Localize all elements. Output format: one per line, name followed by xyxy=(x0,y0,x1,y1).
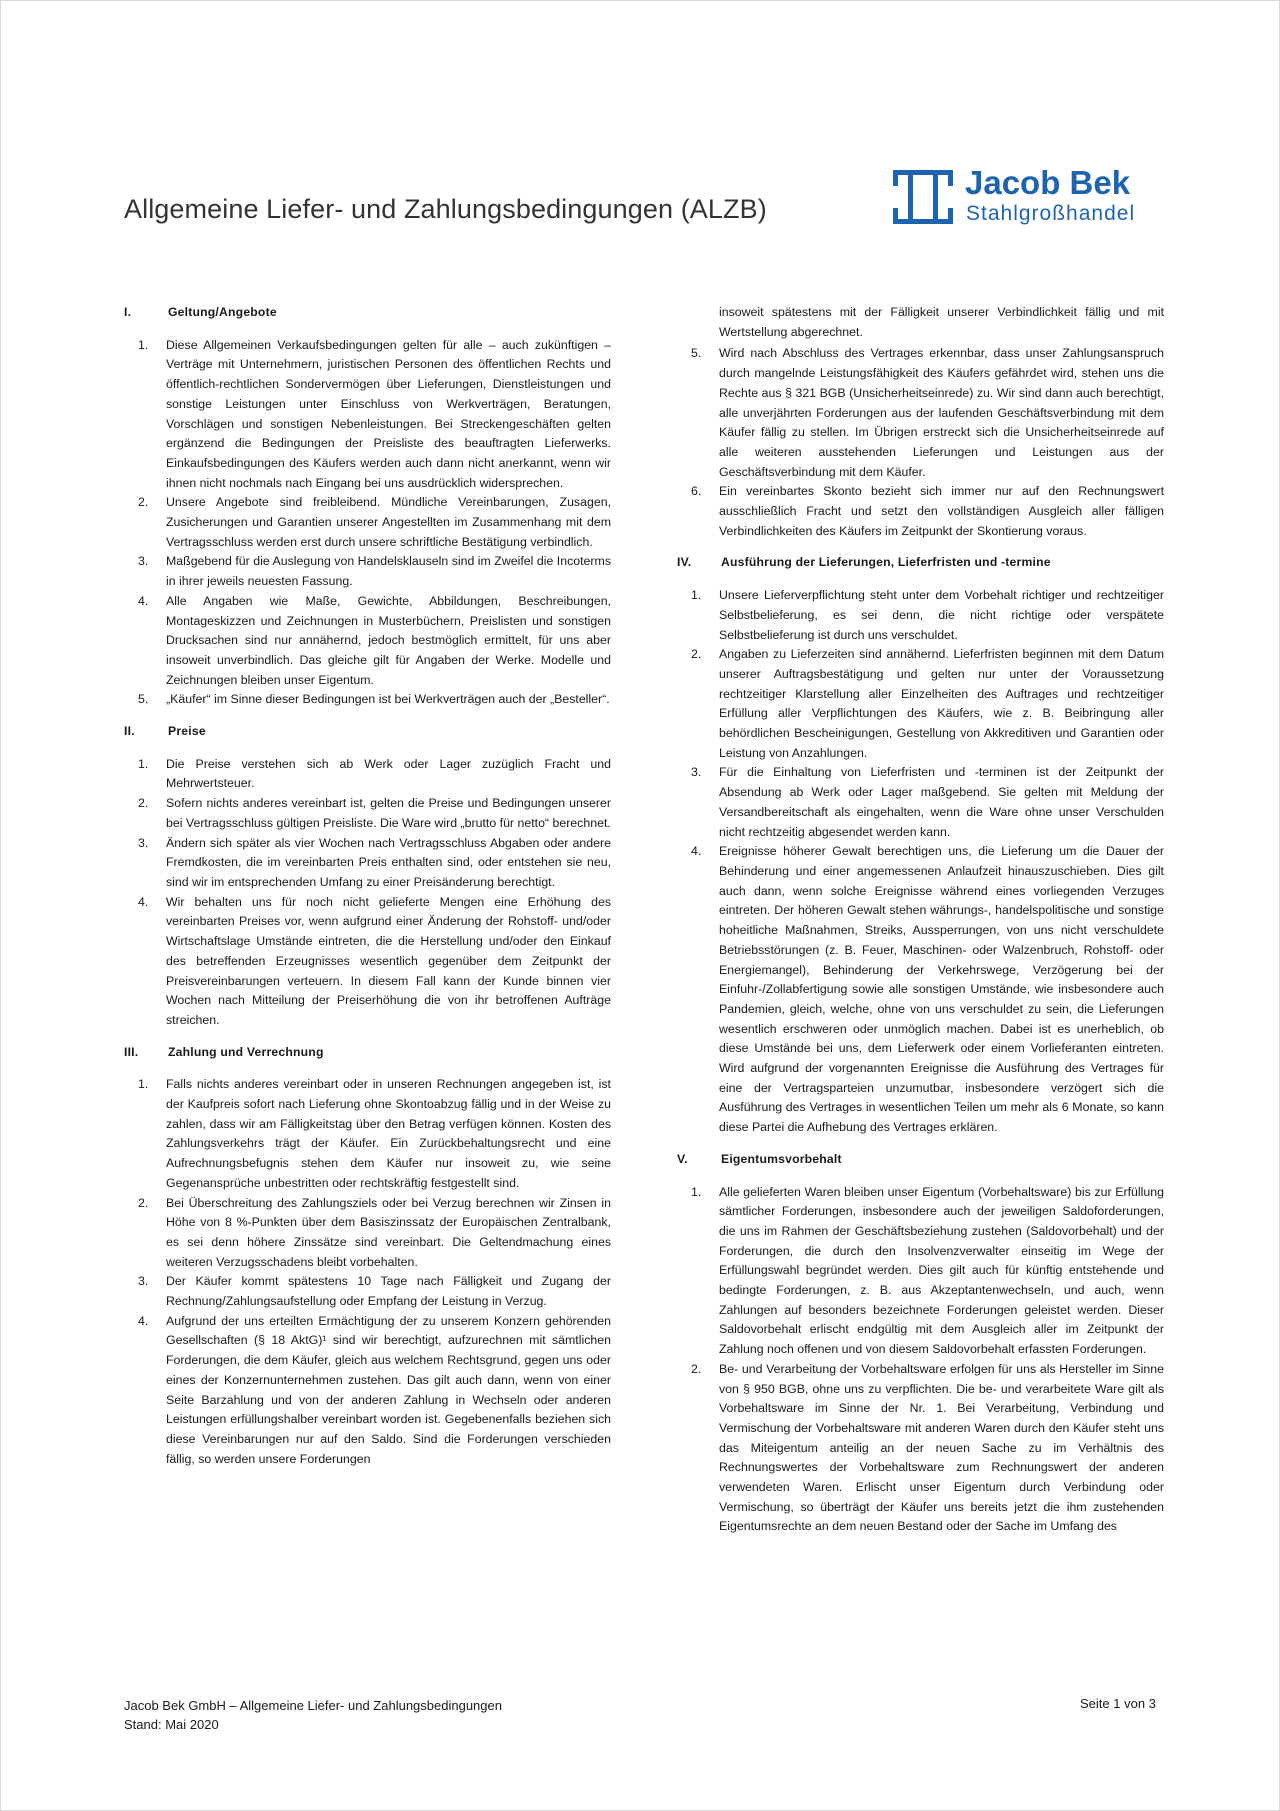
item-text: Alle gelieferten Waren bleiben unser Eigentum (Vorbehaltsware) bis zur Erfüllung sämtlicher Forderungen, insbesondere auch der jeweiligen Saldoforderungen, die uns im Rahmen der Geschäftsbeziehung zustehen (Saldovorbehalt) und der Forderungen, die durch den Insolvenzverwalter einseitig im Wege der Erfüllungswahl begründet werden. Dies gilt auch für künftig entstehende und bedingte Forderungen, z. B. aus Akzeptantenwechseln, und auch, wenn Zahlungen auf besonders bezeichnete Forderungen geleistet werden. Dieser Saldovorbehalt erlischt endgültig mit dem Ausgleich aller im Zeitpunkt der Zahlung noch offenen und von diesem Saldovorbehalt erfassten Forderungen. xyxy=(719,1184,1164,1357)
section-title: Preise xyxy=(168,724,206,739)
section-heading xyxy=(677,553,1164,573)
item-number: 1. xyxy=(691,1184,702,1199)
list-item xyxy=(677,763,1164,842)
list-item xyxy=(124,1312,611,1470)
list-item xyxy=(124,493,611,552)
item-number: 6. xyxy=(691,484,702,499)
logo-company-subtitle: Stahlgroßhandel xyxy=(966,202,1136,225)
list-item xyxy=(124,552,611,591)
logo-company-name: Jacob Bek xyxy=(965,164,1131,201)
item-number: 4. xyxy=(138,1313,149,1328)
logo-mark-icon xyxy=(893,170,953,224)
left-column xyxy=(124,303,611,1481)
section-title: Eigentumsvorbehalt xyxy=(721,1151,842,1166)
company-logo xyxy=(893,164,1153,226)
section-eigentumsvorbehalt xyxy=(677,1150,1164,1537)
list-item xyxy=(124,755,611,794)
item-number: 3. xyxy=(138,1274,149,1289)
section-preise xyxy=(124,722,611,1031)
page-number: Seite 1 von 3 xyxy=(1080,1696,1156,1711)
item-text: Ändern sich später als vier Wochen nach Vertragsschluss Abgaben oder andere Fremdkosten, die im vereinbarten Preis enthalten sind, oder entstehen sie neu, sind wir im entsprechenden Umfang zu einer Preisänderung berechtigt. xyxy=(166,835,611,889)
item-number: 3. xyxy=(691,765,702,780)
item-text: Bei Überschreitung des Zahlungsziels oder bei Verzug berechnen wir Zinsen in Höhe von 8 %-Punkten über dem Basiszinssatz der Europäischen Zentralbank, es sei denn höhere Zinssätze sind vereinbart. Die Geltendmachung eines weiteren Verzugsschadens bleibt vorbehalten. xyxy=(166,1195,611,1269)
section-title: Ausführung der Lieferungen, Lieferfristen und -termine xyxy=(721,555,1051,570)
item-number: 1. xyxy=(138,1077,149,1092)
item-number: 5. xyxy=(691,346,702,361)
item-number: 3. xyxy=(138,554,149,569)
footer-company-line: Jacob Bek GmbH – Allgemeine Liefer- und Zahlungsbedingungen xyxy=(124,1698,502,1713)
item-number: 4. xyxy=(138,593,149,608)
item-number: 4. xyxy=(138,894,149,909)
list-item xyxy=(124,834,611,893)
section-number: V. xyxy=(677,1151,688,1166)
item-text: Für die Einhaltung von Lieferfristen und -terminen ist der Zeitpunkt der Absendung ab Werk oder Lager maßgebend. Sie gelten mit Meldung der Versandbereitschaft als eingehalten, wenn die Ware ohne unser Verschulden nicht rechtzeitig abgesendet werden kann. xyxy=(719,765,1164,839)
continuation-text: insoweit spätestens mit der Fälligkeit unserer Verbindlichkeit fällig und mit Wertstellung abgerechnet. xyxy=(719,305,1164,339)
section-title: Geltung/Angebote xyxy=(168,305,277,319)
item-text: Der Käufer kommt spätestens 10 Tage nach Fälligkeit und Zugang der Rechnung/Zahlungsaufstellung oder Empfang der Leistung in Verzug. xyxy=(166,1274,611,1309)
document-title: Allgemeine Liefer- und Zahlungsbedingungen (ALZB) xyxy=(124,194,767,224)
section-zahlung-continued xyxy=(677,344,1164,541)
item-text: Maßgebend für die Auslegung von Handelsklauseln sind im Zweifel die Incoterms in ihrer jeweils neuesten Fassung. xyxy=(166,554,611,589)
section-heading xyxy=(124,303,611,323)
item-number: 2. xyxy=(138,796,149,811)
section-number: IV. xyxy=(677,555,692,570)
item-text: Aufgrund der uns erteilten Ermächtigung der zu unserem Konzern gehörenden Gesellschaften (§ 18 AktG)¹ sind wir berechtigt, aufzurechnen mit sämtlichen Forderungen, die dem Käufer, gleich aus welchem Rechtsgrund, gegen uns oder eines der Konzernunternehmen zustehen. Das gilt auch dann, wenn von einer Seite Barzahlung und von der anderen Zahlung in Wechseln oder anderen Leistungen erfüllungshalber vereinbart worden ist. Gegebenenfalls beziehen sich diese Vereinbarungen nur auf den Saldo. Sind die Forderungen verschieden fällig, so werden unsere Forderungen xyxy=(166,1313,611,1466)
item-text: Alle Angaben wie Maße, Gewichte, Abbildungen, Beschreibungen, Montageskizzen und Zeichnungen in Musterbüchern, Preislisten und sonstigen Drucksachen sind nur annähernd, jedoch bestmöglich ermittelt, für uns aber insoweit unverbindlich. Das gleiche gilt für Angaben der Werke. Modelle und Zeichnungen bleiben unser Eigentum. xyxy=(166,593,611,687)
list-item xyxy=(124,1194,611,1273)
list-item xyxy=(677,344,1164,482)
item-text: Ereignisse höherer Gewalt berechtigen uns, die Lieferung um die Dauer der Behinderung und einer angemessenen Anlaufzeit hinauszuschieben. Dies gilt auch dann, wenn solche Ereignisse während eines vorliegenden Verzuges eintreten. Der höheren Gewalt stehen währungs-, handelspolitische und sonstige hoheitliche Maßnahmen, Streiks, Aussperrungen, von uns nicht verschuldete Betriebsstörungen (z. B. Feuer, Maschinen- oder Walzenbruch, Rohstoff- oder Energiemangel), Behinderung der Verkehrswege, Verzögerung bei der Einfuhr-/Zollabfertigung sowie alle sonstigen Umstände, wie insbesondere auch Pandemien, gleich, welche, ohne von uns verschuldet zu sein, die Lieferungen wesentlich erschweren oder unmöglich machen. Dabei ist es unerheblich, ob diese Umstände bei uns, dem Lieferwerk oder einem Vorlieferanten eintreten. Wird aufgrund der vorgenannten Ereignisse die Ausführung des Vertrages für eine der Vertragsparteien unzumutbar, insbesondere verzögert sich die Ausführung des Vertrages in wesentlichen Teilen um mehr als 6 Monate, so kann diese Partei die Aufhebung des Vertrages erklären. xyxy=(719,844,1164,1135)
item-text: Sofern nichts anderes vereinbart ist, gelten die Preise und Bedingungen unserer bei Vertragsschluss gültigen Preisliste. Die Ware wird „brutto für netto“ berechnet. xyxy=(166,796,611,830)
item-number: 5. xyxy=(138,692,149,707)
list-item xyxy=(677,842,1164,1138)
right-column xyxy=(677,303,1164,1549)
footer-date-line: Stand: Mai 2020 xyxy=(124,1717,219,1732)
item-text: Diese Allgemeinen Verkaufsbedingungen gelten für alle – auch zukünftigen – Verträge mit Unternehmern, juristischen Personen des öffentlichen Rechts und öffentlich-rechtlichen Sondervermögen über Lieferungen, Dienstleistungen und sonstige Leistungen unter Einschluss von Werkverträgen, Beratungen, Vorschlägen und sonstigen Nebenleistungen. Bei Streckengeschäften gelten ergänzend die Bedingungen der Preisliste des beauftragten Lieferwerks. Einkaufsbedingungen des Käufers werden auch dann nicht anerkannt, wenn wir ihnen nicht nochmals nach Eingang bei uns ausdrücklich widersprechen. xyxy=(166,337,611,490)
list-item xyxy=(124,336,611,494)
item-text: Be- und Verarbeitung der Vorbehaltsware erfolgen für uns als Hersteller im Sinne von § 950 BGB, ohne uns zu verpflichten. Die be- und verarbeitete Ware gilt als Vorbehaltsware im Sinne der Nr. 1. Bei Verarbeitung, Verbindung und Vermischung der Vorbehaltsware mit anderen Waren durch den Käufer steht uns das Miteigentum anteilig an der neuen Sache zu im Verhältnis des Rechnungswertes der Vorbehaltsware zum Rechnungswert der anderen verwendeten Waren. Erlischt unser Eigentum durch Verbindung oder Vermischung, so überträgt der Käufer uns bereits jetzt die ihm zustehenden Eigentumsrechte an dem neuen Bestand oder der Sache im Umfang des xyxy=(719,1361,1164,1534)
section-heading xyxy=(677,1150,1164,1170)
section-geltung xyxy=(124,303,611,710)
item-number: 2. xyxy=(691,647,702,662)
section-heading xyxy=(124,1043,611,1063)
section-title: Zahlung und Verrechnung xyxy=(168,1044,324,1059)
section-number: II. xyxy=(124,724,135,739)
item-text: Unsere Angebote sind freibleibend. Mündliche Vereinbarungen, Zusagen, Zusicherungen und Garantien unserer Angestellten im Zusammenhang mit dem Vertragsschluss werden erst durch unsere schriftliche Bestätigung verbindlich. xyxy=(166,495,611,549)
footer xyxy=(124,1696,502,1734)
item-text: „Käufer“ im Sinne dieser Bedingungen ist bei Werkverträgen auch der „Besteller“. xyxy=(166,692,610,707)
item-number: 4. xyxy=(691,844,702,859)
item-number: 1. xyxy=(138,756,149,771)
section-heading xyxy=(124,722,611,742)
list-item xyxy=(124,592,611,691)
list-item xyxy=(124,794,611,833)
section-zahlung xyxy=(124,1043,611,1470)
list-item xyxy=(677,1360,1164,1537)
item-number: 1. xyxy=(691,588,702,603)
item-number: 2. xyxy=(138,1195,149,1210)
list-item xyxy=(677,645,1164,763)
item-text: Falls nichts anderes vereinbart oder in unseren Rechnungen angegeben ist, ist der Kaufpreis sofort nach Lieferung ohne Skontoabzug fällig und in der Weise zu zahlen, dass wir am Fälligkeitstag über den Betrag verfügen können. Kosten des Zahlungsverkehrs trägt der Käufer. Ein Zurückbehaltungsrecht und eine Aufrechnungsbefugnis stehen dem Käufer nur insoweit zu, wie seine Gegenansprüche unbestritten oder rechtskräftig festgestellt sind. xyxy=(166,1077,611,1190)
item-text: Die Preise verstehen sich ab Werk oder Lager zuzüglich Fracht und Mehrwertsteuer. xyxy=(166,756,611,791)
item-text: Ein vereinbartes Skonto bezieht sich immer nur auf den Rechnungswert ausschließlich Fracht und setzt den vollständigen Ausgleich aller fälligen Verbindlichkeiten des Käufers im Zeitpunkt der Skontierung voraus. xyxy=(719,484,1164,538)
list-item xyxy=(124,1075,611,1193)
list-item xyxy=(677,586,1164,645)
item-text: Wir behalten uns für noch nicht gelieferte Mengen eine Erhöhung des vereinbarten Preises vor, wenn aufgrund einer Änderung der Rohstoff- und/oder Wirtschaftslage Umstände eintreten, die die Herstellung und/oder den Einkauf des betreffenden Erzeugnisses wesentlich gegenüber dem Zeitpunkt der Preisvereinbarungen verteuern. In diesem Fall kann der Kunde binnen vier Wochen nach Mitteilung der Preiserhöhung die von ihr betroffenen Aufträge streichen. xyxy=(166,894,611,1027)
list-item xyxy=(677,482,1164,541)
item-number: 1. xyxy=(138,337,149,352)
list-item xyxy=(124,893,611,1031)
list-item xyxy=(677,1183,1164,1360)
list-item xyxy=(124,690,611,710)
list-item xyxy=(124,1272,611,1311)
item-text: Wird nach Abschluss des Vertrages erkennbar, dass unser Zahlungsanspruch durch mangelnde Leistungsfähigkeit des Käufers gefährdet wird, stehen uns die Rechte aus § 321 BGB (Unsicherheitseinrede) zu. Wir sind dann auch berechtigt, alle unverjährten Forderungen aus der laufenden Geschäftsverbindung mit dem Käufer fällig zu stellen. Im Übrigen erstreckt sich die Unsicherheitseinrede auf alle weiteren ausstehenden Lieferungen und Leistungen aus der Geschäftsverbindung mit dem Käufer. xyxy=(719,346,1164,479)
item-text: Unsere Lieferverpflichtung steht unter dem Vorbehalt richtiger und rechtzeitiger Selbstbelieferung, es sei denn, die nicht richtige oder verspätete Selbstbelieferung ist durch uns verschuldet. xyxy=(719,588,1164,642)
item-text: Angaben zu Lieferzeiten sind annähernd. Lieferfristen beginnen mit dem Datum unserer Auftragsbestätigung und gelten nur unter der Voraussetzung rechtzeitiger Klarstellung aller Einzelheiten des Auftrages und rechtzeitiger Erfüllung aller Verpflichtungen des Käufers, wie z. B. Beibringung aller behördlichen Bescheinigungen, Gestellung von Akkreditiven und Garantien oder Leistung von Anzahlungen. xyxy=(719,647,1164,760)
section-number: III. xyxy=(124,1044,139,1059)
item-number: 2. xyxy=(691,1361,702,1376)
section-number: I. xyxy=(124,305,132,319)
item-number: 2. xyxy=(138,495,149,510)
section-ausfuehrung xyxy=(677,553,1164,1137)
item-number: 3. xyxy=(138,835,149,850)
